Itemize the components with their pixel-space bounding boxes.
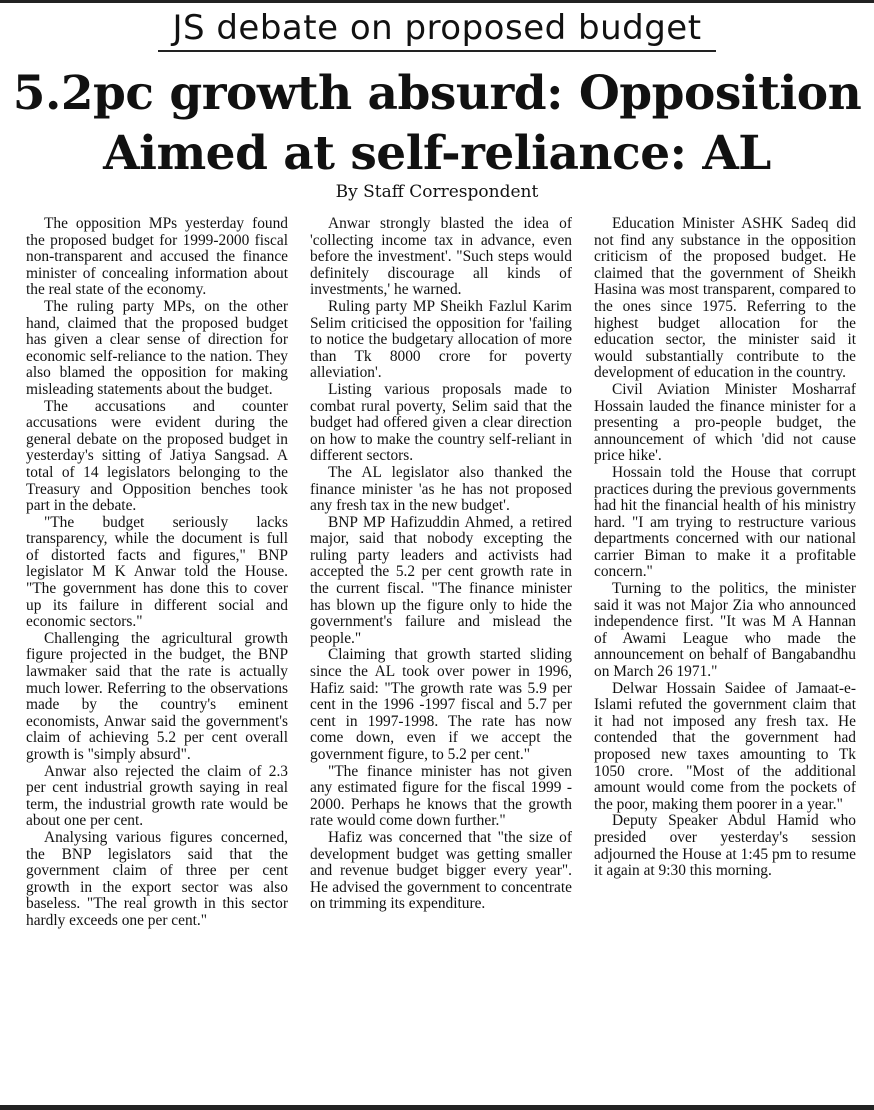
article-paragraph: Turning to the politics, the minister said it was not Major Zia who announced independence first. "It was M A Hannan of Awami League who made the announcement on behalf of Bangabandhu on March 26 1971." xyxy=(594,580,856,681)
article-paragraph: Claiming that growth started sliding since the AL took over power in 1996, Hafiz said: "The growth rate was 5.9 per cent in the 1996 -1997 fiscal and 5.7 per cent in 1997-1998. The rate has now come down, even if we accept the government figure, to 5.2 per cent." xyxy=(310,646,572,763)
headline-line-2: Aimed at self-reliance: AL xyxy=(103,126,771,181)
article-paragraph: Challenging the agricultural growth figure projected in the budget, the BNP lawmaker said that the rate is actually much lower. Referring to the observations made by the country's eminent economists, Anwar said the government's claim of achieving 5.2 per cent overall growth is "simply absurd". xyxy=(26,629,288,763)
article-paragraph: The AL legislator also thanked the finance minister 'as he has not proposed any fresh tax in the new budget'. xyxy=(310,463,572,515)
article-paragraph: "The finance minister has not given any estimated figure for the fiscal 1999 - 2000. Perhaps he knows that the growth rate would come down further." xyxy=(310,762,572,830)
article-paragraph: "The budget seriously lacks transparency, while the document is full of distorted facts and figures," BNP legislator M K Anwar told the House. "The government has done this to cover up its failure in different social and economic sectors." xyxy=(26,513,288,631)
kicker-text: JS debate on proposed budget xyxy=(158,8,715,52)
article-paragraph: Listing various proposals made to combat rural poverty, Selim said that the budget had offered given a clear direction on how to make the country self-reliant in different sectors. xyxy=(310,380,572,465)
article-paragraph: Anwar strongly blasted the idea of 'collecting income tax in advance, even before the investment'. "Such steps would definitely discourage all kinds of investments,' he warned. xyxy=(310,216,572,299)
article-column-2 xyxy=(310,216,572,1094)
top-rule xyxy=(0,0,874,3)
headline xyxy=(0,64,874,184)
article-paragraph: Hossain told the House that corrupt practices during the previous governments had hit the financial health of his ministry hard. "I am trying to restructure various departments concerned with our national carrier Biman to make it a profitable concern." xyxy=(594,463,856,581)
article-paragraph: Hafiz was concerned that "the size of development budget was getting smaller and revenue budget bigger every year". He advised the government to concentrate on trimming its expenditure. xyxy=(310,828,572,913)
article-paragraph: Deputy Speaker Abdul Hamid who presided over yesterday's session adjourned the House at 1:45 pm to resume it again at 9:30 this morning. xyxy=(594,812,856,880)
bottom-rule xyxy=(0,1105,874,1110)
article-column-1 xyxy=(26,216,288,1094)
headline-line-1: 5.2pc growth absurd: Opposition xyxy=(12,66,862,121)
article-paragraph: The opposition MPs yesterday found the proposed budget for 1999-2000 fiscal non-transparent and accused the finance minister of concealing information about the real state of the economy. xyxy=(26,216,288,299)
article-paragraph: Education Minister ASHK Sadeq did not find any substance in the opposition criticism of the proposed budget. He claimed that the government of Sheikh Hasina was most transparent, compared to the ones since 1975. Referring to the highest budget allocation for the education sector, the minister said it would substantially contribute to the development of education in the country. xyxy=(594,216,856,382)
article-paragraph: Analysing various figures concerned, the BNP legislators said that the government claim of three per cent growth in the export sector was also baseless. "The real growth in this sector hardly exceeds one per cent." xyxy=(26,828,288,929)
kicker-heading xyxy=(0,8,874,52)
article-paragraph: The accusations and counter accusations were evident during the general debate on the proposed budget in yesterday's sitting of Jatiya Sangsad. A total of 14 legislators belonging to the Treasury and Opposition benches took part in the debate. xyxy=(26,397,288,515)
article-paragraph: Ruling party MP Sheikh Fazlul Karim Selim criticised the opposition for 'failing to notice the budgetary allocation of more than Tk 8000 crore for poverty alleviation'. xyxy=(310,297,572,382)
article-body xyxy=(26,216,856,1094)
article-paragraph: Civil Aviation Minister Mosharraf Hossain lauded the finance minister for a presenting a pro-people budget, the announcement of which 'did not cause price hike'. xyxy=(594,380,856,465)
article-paragraph: Anwar also rejected the claim of 2.3 per cent industrial growth saying in real term, the industrial growth rate would be about one per cent. xyxy=(26,762,288,830)
article-column-3 xyxy=(594,216,856,1094)
byline: By Staff Correspondent xyxy=(335,182,539,202)
article-paragraph: Delwar Hossain Saidee of Jamaat-e-Islami refuted the government claim that it had not imposed any fresh tax. He contended that the government had proposed new taxes amounting to Tk 1050 crore. "Most of the additional amount would come from the pockets of the poor, making them poorer in a year." xyxy=(594,679,856,813)
article-paragraph: The ruling party MPs, on the other hand, claimed that the proposed budget has given a clear sense of direction for economic self-reliance to the nation. They also blamed the opposition for making misleading statements about the budget. xyxy=(26,297,288,398)
article-paragraph: BNP MP Hafizuddin Ahmed, a retired major, said that nobody excepting the ruling party leaders and activists had accepted the 5.2 per cent growth rate in the current fiscal. "The finance minister has blown up the figure only to hide the government's failure and mislead the people." xyxy=(310,513,572,647)
